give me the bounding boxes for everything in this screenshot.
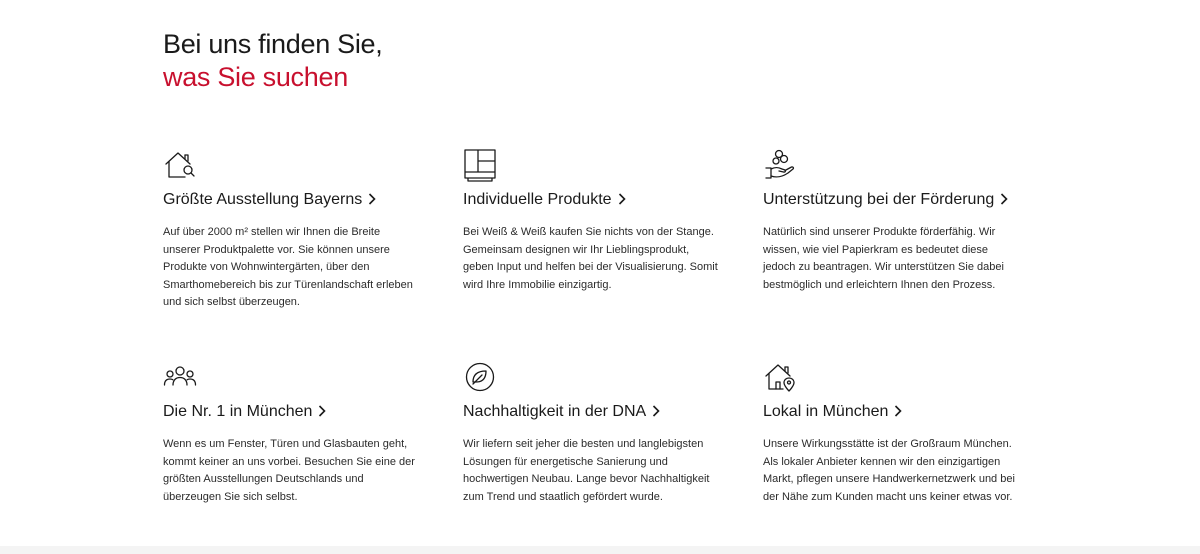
feature-card-showroom — [163, 148, 423, 309]
feature-card-local — [763, 360, 1023, 503]
feature-card-products — [463, 148, 723, 291]
feature-title-label: Individuelle Produkte — [463, 191, 612, 208]
feature-card-funding — [763, 148, 1023, 291]
feature-title-sustainability[interactable] — [463, 402, 660, 422]
window-frame-icon — [463, 148, 497, 182]
feature-description: Wenn es um Fenster, Türen und Glasbauten geht, kommt keiner an uns vorbei. Besuchen Sie eine der größten Ausstellungen Deutschlands und überzeugen Sie sich selbst. — [163, 438, 415, 503]
feature-description: Auf über 2000 m² stellen wir Ihnen die Breite unserer Produktpalette vor. Sie können unsere Produkte von Wohnwintergärten, über den Smarthomebereich bis zur Türenlandschaft erleben und sich selbst überzeugen. — [163, 226, 413, 309]
chevron-right-icon — [652, 405, 660, 417]
feature-title-label: Lokal in München — [763, 403, 889, 420]
feature-title-local[interactable] — [763, 402, 902, 422]
hand-coins-icon — [763, 148, 797, 182]
section-headline — [163, 28, 382, 94]
feature-title-funding[interactable] — [763, 190, 1008, 210]
chevron-right-icon — [318, 405, 326, 417]
people-group-icon — [163, 360, 197, 394]
feature-title-showroom[interactable] — [163, 190, 376, 210]
headline-line-1: Bei uns finden Sie, — [163, 29, 383, 59]
headline-line-2: was Sie suchen — [163, 62, 348, 92]
house-location-icon — [763, 360, 797, 394]
feature-title-label: Nachhaltigkeit in der DNA — [463, 403, 647, 420]
chevron-right-icon — [1000, 193, 1008, 205]
feature-title-products[interactable] — [463, 190, 626, 210]
feature-title-label: Unterstützung bei der Förderung — [763, 191, 995, 208]
feature-title-label: Größte Ausstellung Bayerns — [163, 191, 363, 208]
feature-card-number-one — [163, 360, 423, 503]
house-search-icon — [163, 148, 197, 182]
feature-title-number-one[interactable] — [163, 402, 326, 422]
feature-card-sustainability — [463, 360, 723, 503]
feature-description: Wir liefern seit jeher die besten und langlebigsten Lösungen für energetische Sanierung und hochwertigen Neubau. Lange bevor Nachhaltigkeit zum Trend und staatlich gefördert wurde. — [463, 438, 710, 503]
chevron-right-icon — [894, 405, 902, 417]
feature-description: Bei Weiß & Weiß kaufen Sie nichts von der Stange. Gemeinsam designen wir Ihr Lieblingsprodukt, geben Input und helfen bei der Visualisierung. Somit wird Ihre Immobilie einzigartig. — [463, 226, 718, 291]
section-divider — [0, 546, 1200, 554]
feature-title-label: Die Nr. 1 in München — [163, 403, 313, 420]
feature-description: Natürlich sind unserer Produkte förderfähig. Wir wissen, wie viel Papierkram es bedeutet diese jedoch zu beantragen. Wir unterstützen Sie dabei bestmöglich und erleichtern Ihnen den Prozess. — [763, 226, 1004, 291]
leaf-circle-icon — [463, 360, 497, 394]
chevron-right-icon — [368, 193, 376, 205]
feature-description: Unsere Wirkungsstätte ist der Großraum München. Als lokaler Anbieter kennen wir den einzigartigen Markt, pflegen unsere Handwerkernetzwerk und bei der Nähe zum Kunden macht uns keiner etwas vor. — [763, 438, 1015, 503]
chevron-right-icon — [618, 193, 626, 205]
